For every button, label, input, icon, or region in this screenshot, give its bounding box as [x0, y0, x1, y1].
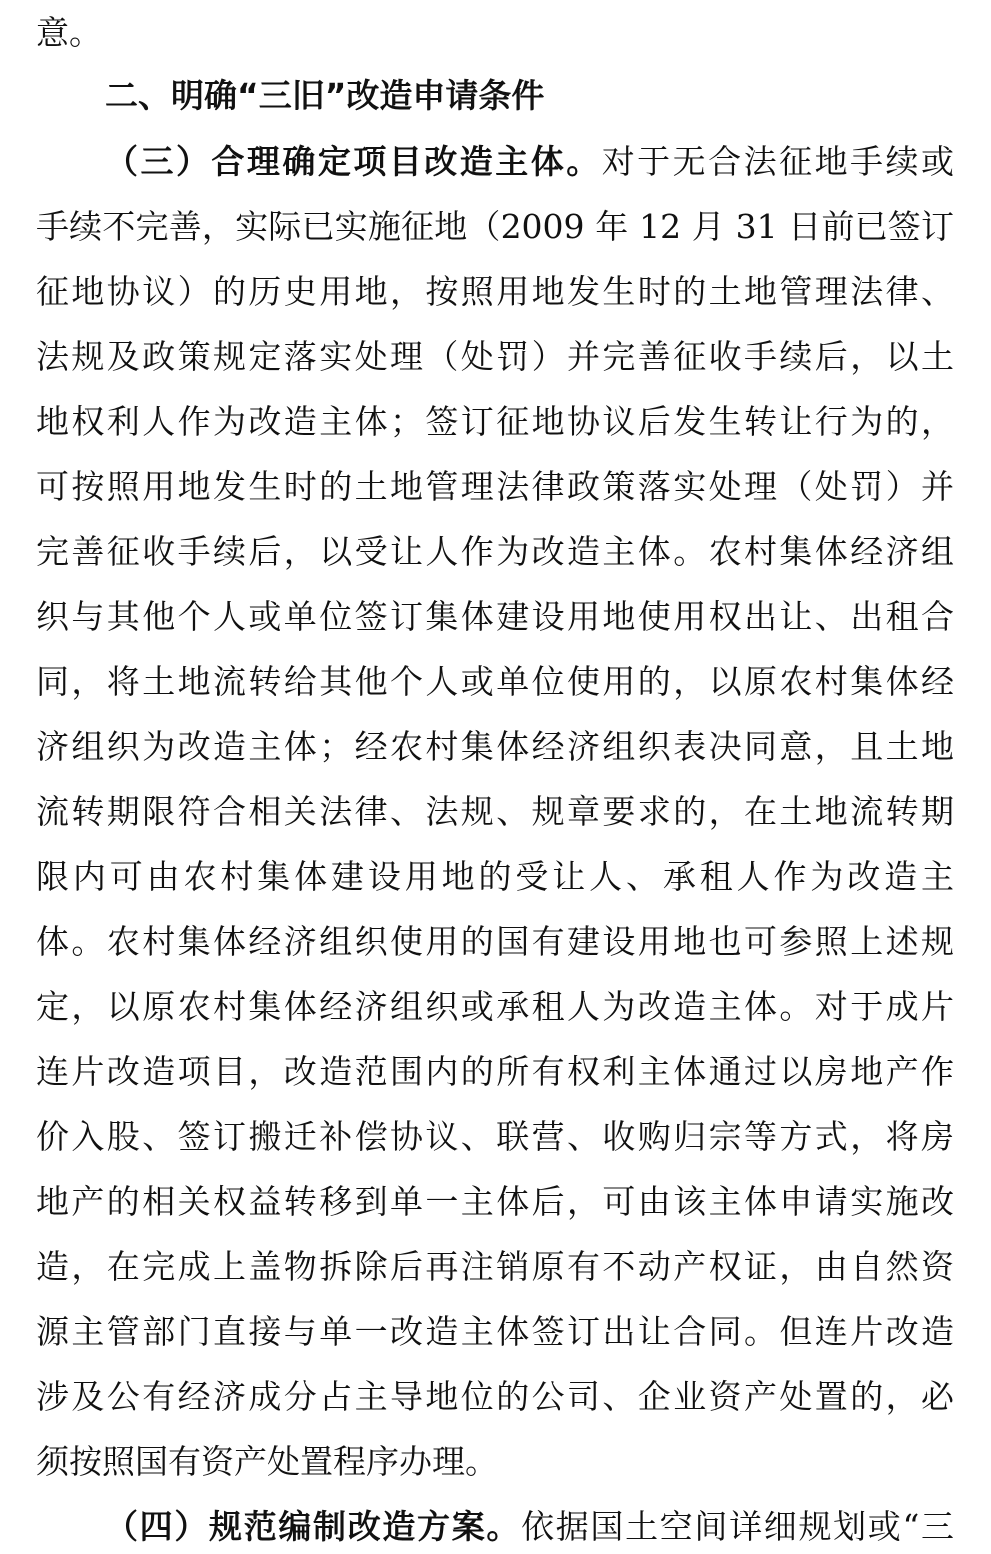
- para3-line-last: 须按照国有资产处置程序办理。: [36, 1442, 498, 1481]
- para3-line: 地产的相关权益转移到单一主体后，可由该主体申请实施改: [36, 1182, 954, 1221]
- para3-line: 地权利人作为改造主体；签订征地协议后发生转让行为的，: [36, 402, 954, 441]
- para3-line: 流转期限符合相关法律、法规、规章要求的，在土地流转期: [36, 792, 954, 831]
- para3-line: 限内可由农村集体建设用地的受让人、承租人作为改造主: [36, 857, 954, 896]
- para3-line: 征地协议）的历史用地，按照用地发生时的土地管理法律、: [36, 272, 954, 311]
- para3-line: 法规及政策规定落实处理（处罚）并完善征收手续后，以土: [36, 337, 954, 376]
- para3-line: 济组织为改造主体；经农村集体经济组织表决同意，且土地: [36, 727, 954, 766]
- para3-line: 涉及公有经济成分占主导地位的公司、企业资产处置的，必: [36, 1377, 954, 1416]
- para3-line: 完善征收手续后，以受让人作为改造主体。农村集体经济组: [36, 532, 954, 571]
- para3-line: 价入股、签订搬迁补偿协议、联营、收购归宗等方式，将房: [36, 1117, 954, 1156]
- para3-line: 同，将土地流转给其他个人或单位使用的，以原农村集体经: [36, 662, 954, 701]
- para4-label: （四）规范编制改造方案。: [105, 1507, 522, 1546]
- para3-line: 定，以原农村集体经济组织或承租人为改造主体。对于成片: [36, 987, 954, 1026]
- para3-first-line: [105, 140, 954, 184]
- para3-line: 手续不完善，实际已实施征地（2009 年 12 月 31 日前已签订: [36, 207, 954, 246]
- para3-line-0: 对于无合法征地手续或: [601, 142, 954, 181]
- para3-line: 织与其他个人或单位签订集体建设用地使用权出让、出租合: [36, 597, 954, 636]
- para3-line: 造，在完成上盖物拆除后再注销原有不动产权证，由自然资: [36, 1247, 954, 1286]
- para3-line: 连片改造项目，改造范围内的所有权利主体通过以房地产作: [36, 1052, 954, 1091]
- para4-first-line: [105, 1505, 954, 1549]
- paragraph-fragment-end: 意。: [36, 13, 102, 52]
- section-heading: 二、明确“三旧”改造申请条件: [105, 76, 545, 115]
- para4-line-0: 依据国土空间详细规划或“三: [521, 1507, 954, 1546]
- para3-line: 可按照用地发生时的土地管理法律政策落实处理（处罚）并: [36, 467, 954, 506]
- para3-line: 体。农村集体经济组织使用的国有建设用地也可参照上述规: [36, 922, 954, 961]
- para3-label: （三）合理确定项目改造主体。: [105, 142, 602, 181]
- para3-line: 源主管部门直接与单一改造主体签订出让合同。但连片改造: [36, 1312, 954, 1351]
